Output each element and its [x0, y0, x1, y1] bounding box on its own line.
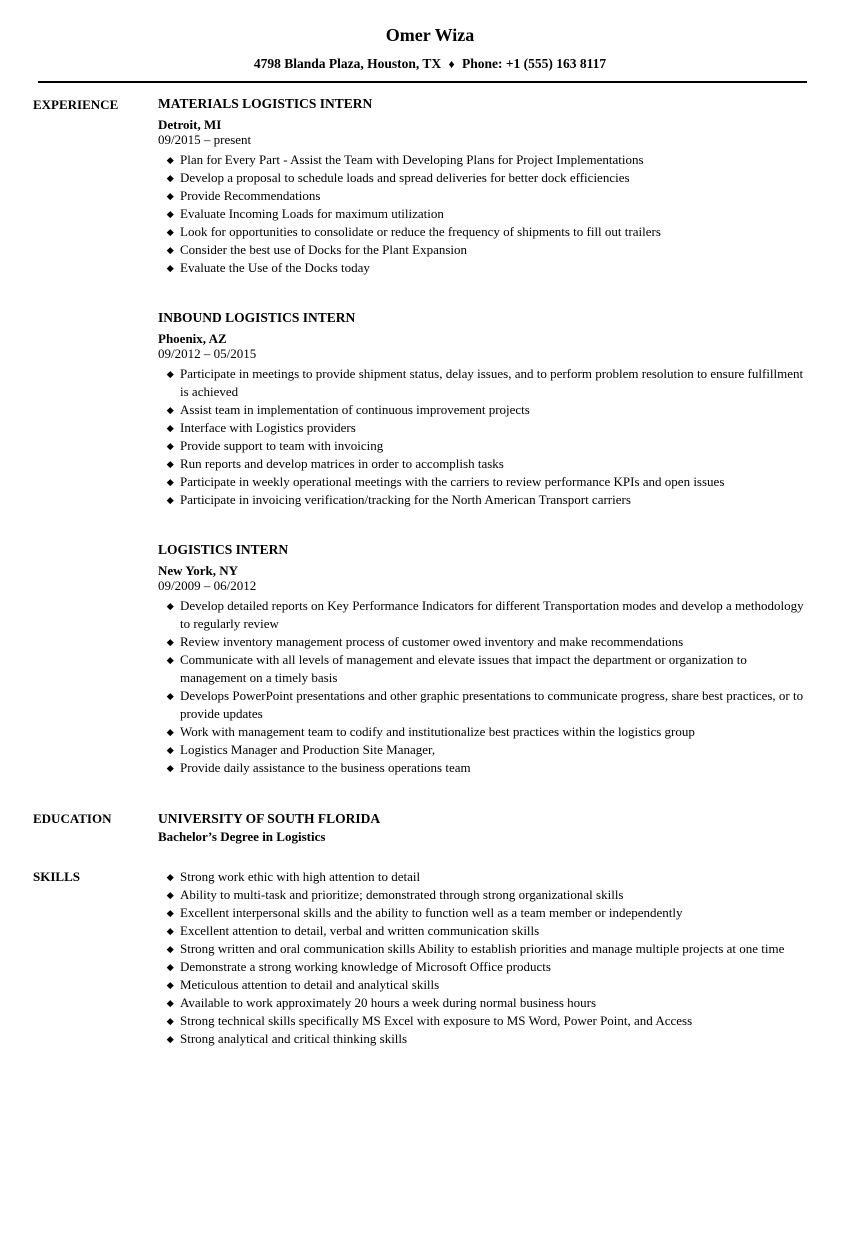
degree: Bachelor’s Degree in Logistics: [158, 829, 326, 844]
job-bullet: Develops PowerPoint presentations and other graphic presentations to communicate progress, share best practices, or to provide updates: [158, 687, 810, 723]
address-text: 4798 Blanda Plaza, Houston, TX: [253, 56, 442, 71]
diamond-separator-icon: ♦: [448, 57, 455, 71]
job-bullet: Work with management team to codify and institutionalize best practices within the logistics group: [158, 723, 810, 741]
job-bullet: Review inventory management process of customer owed inventory and make recommendations: [158, 633, 810, 651]
job-title: MATERIALS LOGISTICS INTERN: [158, 96, 373, 111]
job-entry: [158, 542, 810, 777]
job-dates: 09/2012 – 05/2015: [158, 346, 257, 361]
job-bullet-list: [158, 151, 810, 277]
candidate-name: Omer Wiza: [385, 25, 475, 45]
job-bullet: Logistics Manager and Production Site Manager,: [158, 741, 810, 759]
skill-bullet: Ability to multi-task and prioritize; demonstrated through strong organizational skills: [158, 886, 810, 904]
job-bullet: Participate in weekly operational meetings with the carriers to review performance KPIs and open issues: [158, 473, 810, 491]
job-title: LOGISTICS INTERN: [158, 542, 289, 557]
job-bullet: Develop detailed reports on Key Performance Indicators for different Transportation modes and develop a methodology to regularly review: [158, 597, 810, 633]
experience-section: [0, 96, 860, 777]
job-bullet: Develop a proposal to schedule loads and spread deliveries for better dock efficiencies: [158, 169, 810, 187]
job-bullet: Provide Recommendations: [158, 187, 810, 205]
skill-bullet: Meticulous attention to detail and analytical skills: [158, 976, 810, 994]
job-bullet: Provide support to team with invoicing: [158, 437, 810, 455]
header-divider: [38, 81, 807, 83]
skill-bullet: Available to work approximately 20 hours a week during normal business hours: [158, 994, 810, 1012]
job-bullet: Look for opportunities to consolidate or reduce the frequency of shipments to fill out trailers: [158, 223, 810, 241]
job-bullet: Assist team in implementation of continuous improvement projects: [158, 401, 810, 419]
job-bullet: Run reports and develop matrices in order to accomplish tasks: [158, 455, 810, 473]
job-bullet: Participate in invoicing verification/tracking for the North American Transport carriers: [158, 491, 810, 509]
phone-text: Phone: +1 (555) 163 8117: [461, 56, 607, 71]
education-section: [0, 810, 860, 846]
job-title: INBOUND LOGISTICS INTERN: [158, 310, 356, 325]
job-location: Detroit, MI: [158, 117, 222, 132]
skill-bullet: Excellent attention to detail, verbal and written communication skills: [158, 922, 810, 940]
skills-section: [0, 868, 860, 1048]
school-name: UNIVERSITY OF SOUTH FLORIDA: [158, 811, 381, 826]
skills-content: [158, 868, 810, 1048]
skill-bullet: Demonstrate a strong working knowledge of Microsoft Office products: [158, 958, 810, 976]
job-entry: [158, 96, 810, 277]
skill-bullet: Strong written and oral communication skills Ability to establish priorities and manage multiple projects at one time: [158, 940, 810, 958]
job-location: Phoenix, AZ: [158, 331, 227, 346]
job-dates: 09/2015 – present: [158, 132, 252, 147]
job-bullet: Provide daily assistance to the business operations team: [158, 759, 810, 777]
experience-label: EXPERIENCE: [33, 97, 119, 112]
job-location: New York, NY: [158, 563, 239, 578]
header: [0, 0, 860, 72]
job-bullet: Evaluate the Use of the Docks today: [158, 259, 810, 277]
skills-label: SKILLS: [33, 869, 80, 884]
skill-bullet: Strong technical skills specifically MS Excel with exposure to MS Word, Power Point, and Access: [158, 1012, 810, 1030]
job-bullet: Evaluate Incoming Loads for maximum utilization: [158, 205, 810, 223]
job-bullet: Interface with Logistics providers: [158, 419, 810, 437]
education-content: [158, 810, 810, 846]
job-dates: 09/2009 – 06/2012: [158, 578, 257, 593]
skill-bullet: Strong analytical and critical thinking skills: [158, 1030, 810, 1048]
job-bullet-list: [158, 365, 810, 509]
skill-bullet: Excellent interpersonal skills and the ability to function well as a team member or independently: [158, 904, 810, 922]
skills-list: [158, 868, 810, 1048]
job-bullet: Participate in meetings to provide shipment status, delay issues, and to perform problem resolution to ensure fulfillment is achieved: [158, 365, 810, 401]
job-bullet: Plan for Every Part - Assist the Team with Developing Plans for Project Implementations: [158, 151, 810, 169]
job-bullet: Communicate with all levels of management and elevate issues that impact the department or organization to management on a timely basis: [158, 651, 810, 687]
job-bullet-list: [158, 597, 810, 777]
skill-bullet: Strong work ethic with high attention to detail: [158, 868, 810, 886]
job-bullet: Consider the best use of Docks for the Plant Expansion: [158, 241, 810, 259]
experience-content: [158, 96, 810, 777]
education-label: EDUCATION: [33, 811, 112, 826]
job-entry: [158, 310, 810, 509]
contact-line: [0, 56, 860, 72]
